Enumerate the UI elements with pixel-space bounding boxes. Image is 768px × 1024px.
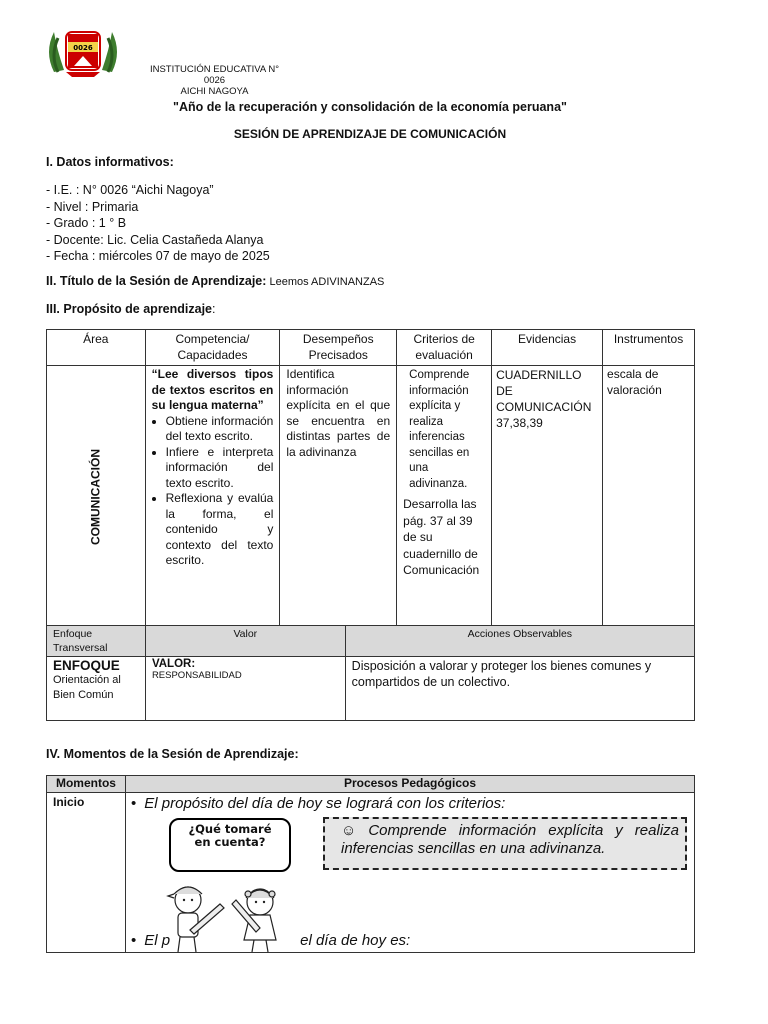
speech-bubble: ¿Qué tomaré en cuenta? (169, 818, 291, 872)
competencia-cell (145, 366, 280, 628)
capacidad-item: • Reflexiona y evalúa la forma, el contenido y contexto del texto escrito. (166, 491, 274, 569)
valor-value: RESPONSABILIDAD (151, 670, 242, 681)
criterio-extra: Desarrolla las pág. 37 al 39 de su cuadernillo de Comunicación (403, 497, 480, 577)
titulo-label: II. Título de la Sesión de Aprendizaje: (46, 274, 267, 288)
area-cell (47, 366, 146, 628)
desempeno-cell: Identifica información explícita en el que se encuentra en distintas partes de la adivinanza (280, 366, 397, 628)
valor-label: VALOR: (151, 658, 196, 670)
competencia-title: “Lee diversos tipos de textos escritos en su lengua materna” (151, 367, 274, 412)
procesos-header: Procesos Pedagógicos (125, 776, 694, 793)
capacidad-item: • Infiere e interpreta información del texto escrito. (166, 445, 274, 492)
titulo-value: Leemos ADIVINANZAS (266, 276, 385, 288)
proposito-bullet: • El propósito del día de hoy se logrará con los criterios: (131, 795, 506, 812)
evidencias-cell: CUADERNILLO DE COMUNICACIÓN 37,38,39 (492, 366, 603, 628)
institution-name: INSTITUCIÓN EDUCATIVA N° 0026 (149, 64, 280, 86)
area-vertical-label: COMUNICACIÓN (88, 448, 103, 545)
acciones-cell: Disposición a valorar y proteger los bienes comunes y compartidos de un colectivo. (345, 657, 694, 721)
enfoque-title: ENFOQUE (53, 658, 120, 673)
instrumentos-cell: escala de valoración (603, 366, 695, 628)
section-heading-datos: I. Datos informativos: (46, 155, 174, 169)
proposito-table (46, 329, 695, 628)
criterio-cell (397, 366, 492, 628)
valor-header: Valor (145, 626, 345, 657)
school-crest-logo (44, 26, 122, 78)
section-heading-momentos: IV. Momentos de la Sesión de Aprendizaje: (46, 747, 299, 761)
enfoque-table (46, 625, 695, 721)
criterio-text: Comprende información explícita y realiza inferencias sencillas en una adivinanza. (409, 369, 470, 490)
header-area: Área (47, 330, 146, 366)
section-heading-proposito: III. Propósito de aprendizaje: (46, 302, 216, 316)
year-motto: "Año de la recuperación y consolidación de la economía peruana" (173, 100, 567, 114)
crest-number: 0026 (73, 44, 93, 52)
session-title: SESIÓN DE APRENDIZAJE DE COMUNICACIÓN (233, 127, 507, 141)
datos-list (46, 182, 270, 265)
datos-item: - I.E. : N° 0026 “Aichi Nagoya” (46, 183, 214, 197)
datos-item: - Nivel : Primaria (46, 199, 139, 214)
proposito-bullet-2: • El p el día de hoy es: (131, 932, 411, 949)
momentos-header: Momentos (47, 776, 126, 793)
enfoque-desc: Orientación al Bien Común (53, 674, 121, 701)
header-desempenos: Desempeños Precisados (280, 330, 397, 366)
header-evidencias: Evidencias (492, 330, 603, 366)
acciones-header: Acciones Observables (345, 626, 694, 657)
institution-subname: AICHI NAGOYA (180, 86, 249, 97)
datos-item: - Grado : 1 ° B (46, 216, 127, 230)
enfoque-cell (47, 657, 146, 721)
session-title-line (46, 274, 384, 288)
criterio-dashed-box: ☺ Comprende información explícita y realiza inferencias sencillas en una adivinanza. (323, 817, 687, 870)
datos-item: - Docente: Lic. Celia Castañeda Alanya (46, 232, 264, 247)
header-competencia: Competencia/ Capacidades (145, 330, 280, 366)
enfoque-header: Enfoque Transversal (47, 626, 146, 657)
header-criterios: Criterios de evaluación (397, 330, 492, 366)
valor-cell (145, 657, 345, 721)
capacidad-item: • Obtiene información del texto escrito. (166, 414, 274, 445)
datos-item: - Fecha : miércoles 07 de mayo de 2025 (46, 249, 270, 263)
header-instrumentos: Instrumentos (603, 330, 695, 366)
inicio-cell: Inicio (47, 793, 126, 953)
